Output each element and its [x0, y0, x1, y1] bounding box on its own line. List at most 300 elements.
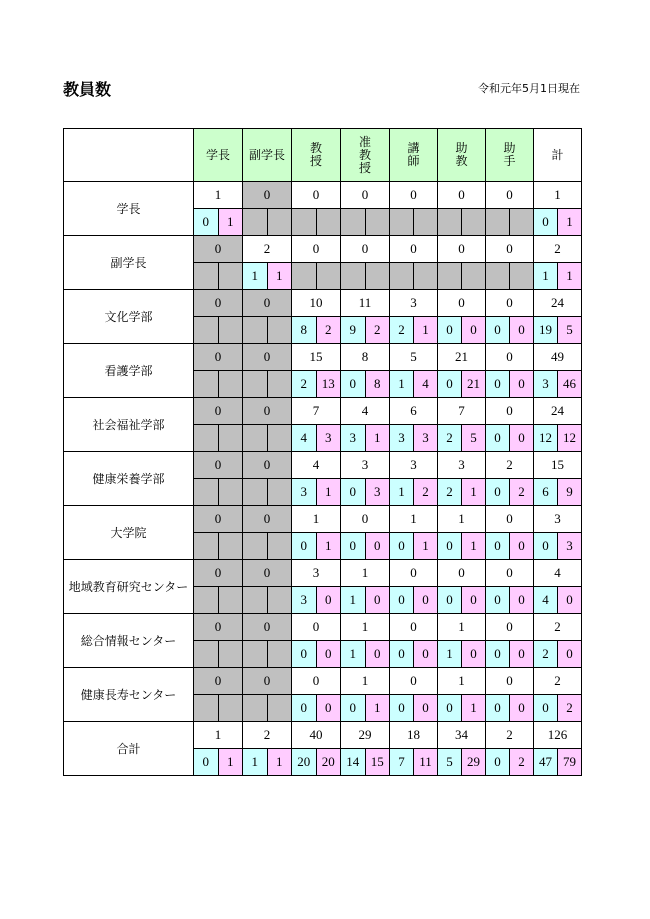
- gender-cell: [292, 479, 341, 506]
- gender-cell: [194, 749, 243, 776]
- male-count: 0: [341, 695, 365, 721]
- male-count: 2: [534, 641, 557, 667]
- female-count: 0: [365, 641, 390, 667]
- empty-cell: [243, 641, 267, 667]
- column-header: 学長: [194, 129, 243, 182]
- total-cell: 0: [194, 560, 243, 587]
- gender-cell: [341, 533, 390, 560]
- empty-cell: [461, 263, 485, 289]
- male-count: 7: [390, 749, 413, 775]
- total-cell: 10: [292, 290, 341, 317]
- female-count: 1: [218, 209, 243, 235]
- total-cell: 2: [534, 614, 582, 641]
- total-cell: 49: [534, 344, 582, 371]
- empty-cell: [461, 209, 485, 235]
- empty-cell: [194, 695, 218, 721]
- total-cell: 24: [534, 398, 582, 425]
- male-count: 4: [292, 425, 316, 451]
- empty-cell: [194, 641, 218, 667]
- empty-cell: [438, 263, 461, 289]
- empty-cell: [292, 209, 316, 235]
- column-header: 助 手: [486, 129, 534, 182]
- male-count: 1: [390, 371, 413, 397]
- empty-cell: [316, 263, 341, 289]
- empty-cell: [218, 695, 243, 721]
- female-count: 2: [365, 317, 390, 343]
- total-cell: 3: [390, 452, 438, 479]
- empty-cell: [390, 209, 413, 235]
- total-cell: 24: [534, 290, 582, 317]
- table-row-totals: [64, 614, 582, 641]
- female-count: 2: [316, 317, 341, 343]
- male-count: 8: [292, 317, 316, 343]
- total-cell: 34: [438, 722, 486, 749]
- female-count: 0: [509, 587, 533, 613]
- empty-cell: [413, 263, 437, 289]
- male-count: 0: [390, 533, 413, 559]
- gender-cell: [292, 749, 341, 776]
- empty-cell: [243, 479, 267, 505]
- female-count: 0: [316, 641, 341, 667]
- empty-cell: [267, 425, 292, 451]
- gender-cell: [292, 641, 341, 668]
- total-cell: 0: [243, 452, 292, 479]
- female-count: 0: [413, 587, 437, 613]
- male-count: 0: [486, 371, 509, 397]
- gender-cell: [292, 263, 341, 290]
- female-count: 5: [557, 317, 581, 343]
- female-count: 9: [557, 479, 581, 505]
- total-cell: 3: [341, 452, 390, 479]
- female-count: 2: [509, 479, 533, 505]
- female-count: 29: [461, 749, 485, 775]
- gender-cell: [390, 533, 438, 560]
- row-label: 看護学部: [64, 344, 194, 398]
- empty-cell: [267, 587, 292, 613]
- gender-cell: [390, 479, 438, 506]
- total-cell: 1: [194, 722, 243, 749]
- gender-cell: [292, 533, 341, 560]
- total-cell: 0: [194, 236, 243, 263]
- gender-cell: [194, 209, 243, 236]
- male-count: 47: [534, 749, 557, 775]
- gender-cell: [194, 641, 243, 668]
- gender-cell: [243, 695, 292, 722]
- male-count: 19: [534, 317, 557, 343]
- male-count: 0: [194, 209, 218, 235]
- female-count: 3: [316, 425, 341, 451]
- male-count: 1: [243, 263, 267, 289]
- gender-cell: [341, 371, 390, 398]
- table-row-totals: [64, 344, 582, 371]
- total-cell: 0: [438, 290, 486, 317]
- female-count: 3: [413, 425, 437, 451]
- male-count: 2: [438, 479, 461, 505]
- female-count: 8: [365, 371, 390, 397]
- gender-cell: [438, 317, 486, 344]
- gender-cell: [243, 641, 292, 668]
- female-count: 1: [316, 479, 341, 505]
- total-cell: 11: [341, 290, 390, 317]
- empty-cell: [194, 533, 218, 559]
- male-count: 0: [390, 641, 413, 667]
- empty-cell: [341, 209, 365, 235]
- faculty-count-table: [63, 128, 582, 776]
- female-count: 0: [413, 695, 437, 721]
- table-row-totals: [64, 668, 582, 695]
- total-cell: 0: [438, 236, 486, 263]
- row-label: 大学院: [64, 506, 194, 560]
- gender-cell: [534, 749, 582, 776]
- gender-cell: [194, 371, 243, 398]
- female-count: 2: [413, 479, 437, 505]
- empty-cell: [194, 263, 218, 289]
- female-count: 1: [413, 317, 437, 343]
- total-cell: 0: [194, 452, 243, 479]
- empty-cell: [267, 533, 292, 559]
- gender-cell: [243, 479, 292, 506]
- male-count: 0: [534, 695, 557, 721]
- gender-cell: [486, 695, 534, 722]
- gender-cell: [390, 425, 438, 452]
- total-cell: 3: [438, 452, 486, 479]
- total-cell: 0: [438, 182, 486, 209]
- row-label: 社会福祉学部: [64, 398, 194, 452]
- total-cell: 40: [292, 722, 341, 749]
- gender-cell: [438, 749, 486, 776]
- male-count: 0: [292, 533, 316, 559]
- male-count: 0: [194, 749, 218, 775]
- empty-cell: [194, 317, 218, 343]
- total-cell: 18: [390, 722, 438, 749]
- empty-cell: [243, 317, 267, 343]
- row-label: 健康長寿センター: [64, 668, 194, 722]
- female-count: 2: [557, 695, 581, 721]
- female-count: 13: [316, 371, 341, 397]
- male-count: 3: [341, 425, 365, 451]
- total-cell: 1: [292, 506, 341, 533]
- male-count: 9: [341, 317, 365, 343]
- total-cell: 0: [341, 506, 390, 533]
- row-label: 合計: [64, 722, 194, 776]
- gender-cell: [534, 317, 582, 344]
- female-count: 1: [218, 749, 243, 775]
- empty-cell: [486, 209, 509, 235]
- gender-cell: [534, 371, 582, 398]
- male-count: 0: [438, 533, 461, 559]
- female-count: 1: [316, 533, 341, 559]
- female-count: 0: [316, 587, 341, 613]
- gender-cell: [341, 749, 390, 776]
- female-count: 1: [461, 479, 485, 505]
- empty-cell: [218, 479, 243, 505]
- gender-cell: [486, 749, 534, 776]
- total-cell: 0: [486, 668, 534, 695]
- female-count: 1: [413, 533, 437, 559]
- empty-cell: [486, 263, 509, 289]
- gender-cell: [486, 479, 534, 506]
- male-count: 0: [486, 695, 509, 721]
- female-count: 46: [557, 371, 581, 397]
- empty-cell: [390, 263, 413, 289]
- male-count: 1: [390, 479, 413, 505]
- gender-cell: [292, 425, 341, 452]
- total-cell: 1: [341, 560, 390, 587]
- male-count: 3: [390, 425, 413, 451]
- gender-cell: [341, 209, 390, 236]
- total-cell: 1: [438, 614, 486, 641]
- total-cell: 1: [390, 506, 438, 533]
- empty-cell: [341, 263, 365, 289]
- gender-cell: [534, 209, 582, 236]
- total-cell: 0: [486, 506, 534, 533]
- total-cell: 0: [390, 668, 438, 695]
- total-cell: 0: [486, 560, 534, 587]
- header-row: [64, 129, 582, 182]
- column-header: 講 師: [390, 129, 438, 182]
- total-cell: 0: [341, 182, 390, 209]
- female-count: 1: [267, 263, 292, 289]
- female-count: 2: [509, 749, 533, 775]
- gender-cell: [243, 533, 292, 560]
- total-cell: 0: [486, 290, 534, 317]
- gender-cell: [486, 425, 534, 452]
- gender-cell: [194, 533, 243, 560]
- male-count: 0: [486, 479, 509, 505]
- total-cell: 1: [438, 506, 486, 533]
- total-cell: 4: [534, 560, 582, 587]
- total-cell: 29: [341, 722, 390, 749]
- female-count: 0: [365, 533, 390, 559]
- total-cell: 0: [486, 182, 534, 209]
- male-count: 0: [390, 587, 413, 613]
- empty-cell: [243, 587, 267, 613]
- gender-cell: [194, 479, 243, 506]
- empty-cell: [218, 425, 243, 451]
- total-cell: 15: [534, 452, 582, 479]
- empty-cell: [365, 209, 390, 235]
- total-cell: 0: [194, 614, 243, 641]
- gender-cell: [486, 263, 534, 290]
- total-cell: 0: [243, 344, 292, 371]
- male-count: 0: [486, 533, 509, 559]
- male-count: 2: [438, 425, 461, 451]
- total-cell: 0: [486, 344, 534, 371]
- gender-cell: [194, 317, 243, 344]
- total-cell: 7: [292, 398, 341, 425]
- row-label: 副学長: [64, 236, 194, 290]
- gender-cell: [438, 533, 486, 560]
- empty-cell: [316, 209, 341, 235]
- female-count: 20: [316, 749, 341, 775]
- male-count: 0: [534, 533, 557, 559]
- total-cell: 0: [438, 560, 486, 587]
- male-count: 0: [292, 695, 316, 721]
- gender-cell: [243, 749, 292, 776]
- male-count: 4: [534, 587, 557, 613]
- column-header: 副学長: [243, 129, 292, 182]
- female-count: 12: [557, 425, 581, 451]
- female-count: 0: [461, 587, 485, 613]
- empty-cell: [509, 209, 533, 235]
- as-of-date: 令和元年5月1日現在: [478, 82, 580, 95]
- gender-cell: [194, 587, 243, 614]
- total-cell: 1: [341, 668, 390, 695]
- empty-cell: [243, 371, 267, 397]
- row-label: 総合情報センター: [64, 614, 194, 668]
- female-count: 1: [461, 533, 485, 559]
- column-header: 助 教: [438, 129, 486, 182]
- male-count: 0: [438, 317, 461, 343]
- male-count: 0: [341, 533, 365, 559]
- gender-cell: [390, 317, 438, 344]
- gender-cell: [390, 749, 438, 776]
- table-row-totals: [64, 506, 582, 533]
- female-count: 0: [509, 371, 533, 397]
- gender-cell: [243, 263, 292, 290]
- total-cell: 0: [243, 560, 292, 587]
- gender-cell: [534, 479, 582, 506]
- total-cell: 0: [390, 182, 438, 209]
- empty-cell: [218, 587, 243, 613]
- empty-cell: [267, 371, 292, 397]
- male-count: 6: [534, 479, 557, 505]
- gender-cell: [534, 425, 582, 452]
- gender-cell: [292, 695, 341, 722]
- total-cell: 4: [292, 452, 341, 479]
- female-count: 0: [509, 641, 533, 667]
- empty-cell: [194, 479, 218, 505]
- total-cell: 8: [341, 344, 390, 371]
- total-cell: 1: [438, 668, 486, 695]
- total-cell: 3: [390, 290, 438, 317]
- table-row-totals: [64, 236, 582, 263]
- total-cell: 0: [390, 236, 438, 263]
- gender-cell: [341, 317, 390, 344]
- female-count: 15: [365, 749, 390, 775]
- empty-cell: [243, 209, 267, 235]
- gender-cell: [486, 533, 534, 560]
- empty-cell: [267, 695, 292, 721]
- row-label: 地域教育研究センター: [64, 560, 194, 614]
- gender-cell: [486, 641, 534, 668]
- empty-cell: [438, 209, 461, 235]
- female-count: 1: [461, 695, 485, 721]
- empty-cell: [218, 533, 243, 559]
- gender-cell: [486, 371, 534, 398]
- gender-cell: [486, 587, 534, 614]
- gender-cell: [486, 317, 534, 344]
- gender-cell: [243, 317, 292, 344]
- total-cell: 0: [194, 668, 243, 695]
- total-cell: 0: [390, 614, 438, 641]
- table-row-totals: [64, 560, 582, 587]
- total-cell: 2: [534, 236, 582, 263]
- total-cell: 21: [438, 344, 486, 371]
- gender-cell: [438, 371, 486, 398]
- total-cell: 0: [243, 668, 292, 695]
- male-count: 20: [292, 749, 316, 775]
- female-count: 0: [557, 641, 581, 667]
- total-cell: 0: [194, 398, 243, 425]
- gender-cell: [438, 209, 486, 236]
- total-cell: 1: [341, 614, 390, 641]
- gender-cell: [194, 695, 243, 722]
- gender-cell: [243, 425, 292, 452]
- column-header: 教 授: [292, 129, 341, 182]
- corner-cell: [64, 129, 194, 182]
- female-count: 0: [316, 695, 341, 721]
- gender-cell: [341, 695, 390, 722]
- male-count: 0: [292, 641, 316, 667]
- female-count: 0: [365, 587, 390, 613]
- male-count: 5: [438, 749, 461, 775]
- empty-cell: [218, 371, 243, 397]
- male-count: 3: [534, 371, 557, 397]
- empty-cell: [267, 209, 292, 235]
- empty-cell: [243, 533, 267, 559]
- female-count: 0: [509, 695, 533, 721]
- gender-cell: [438, 587, 486, 614]
- table-body: [64, 182, 582, 776]
- female-count: 1: [557, 209, 581, 235]
- total-cell: 0: [292, 668, 341, 695]
- empty-cell: [194, 587, 218, 613]
- gender-cell: [390, 695, 438, 722]
- total-cell: 126: [534, 722, 582, 749]
- gender-cell: [341, 587, 390, 614]
- gender-cell: [534, 695, 582, 722]
- empty-cell: [267, 641, 292, 667]
- gender-cell: [390, 263, 438, 290]
- gender-cell: [292, 317, 341, 344]
- female-count: 0: [557, 587, 581, 613]
- gender-cell: [292, 209, 341, 236]
- total-cell: 2: [486, 722, 534, 749]
- total-cell: 2: [486, 452, 534, 479]
- male-count: 0: [438, 695, 461, 721]
- empty-cell: [292, 263, 316, 289]
- gender-cell: [534, 641, 582, 668]
- empty-cell: [243, 695, 267, 721]
- total-cell: 0: [194, 506, 243, 533]
- total-cell: 4: [341, 398, 390, 425]
- female-count: 1: [365, 695, 390, 721]
- empty-cell: [194, 425, 218, 451]
- gender-cell: [390, 587, 438, 614]
- table-row-totals: [64, 398, 582, 425]
- gender-cell: [534, 263, 582, 290]
- row-label: 文化学部: [64, 290, 194, 344]
- gender-cell: [438, 695, 486, 722]
- empty-cell: [218, 263, 243, 289]
- gender-cell: [438, 641, 486, 668]
- page-title: 教員数: [63, 80, 112, 99]
- total-cell: 0: [243, 614, 292, 641]
- female-count: 1: [267, 749, 292, 775]
- male-count: 2: [390, 317, 413, 343]
- empty-cell: [243, 425, 267, 451]
- total-cell: 0: [243, 398, 292, 425]
- female-count: 1: [365, 425, 390, 451]
- gender-cell: [341, 641, 390, 668]
- male-count: 0: [390, 695, 413, 721]
- female-count: 79: [557, 749, 581, 775]
- male-count: 0: [486, 317, 509, 343]
- female-count: 5: [461, 425, 485, 451]
- total-cell: 3: [534, 506, 582, 533]
- total-cell: 0: [243, 506, 292, 533]
